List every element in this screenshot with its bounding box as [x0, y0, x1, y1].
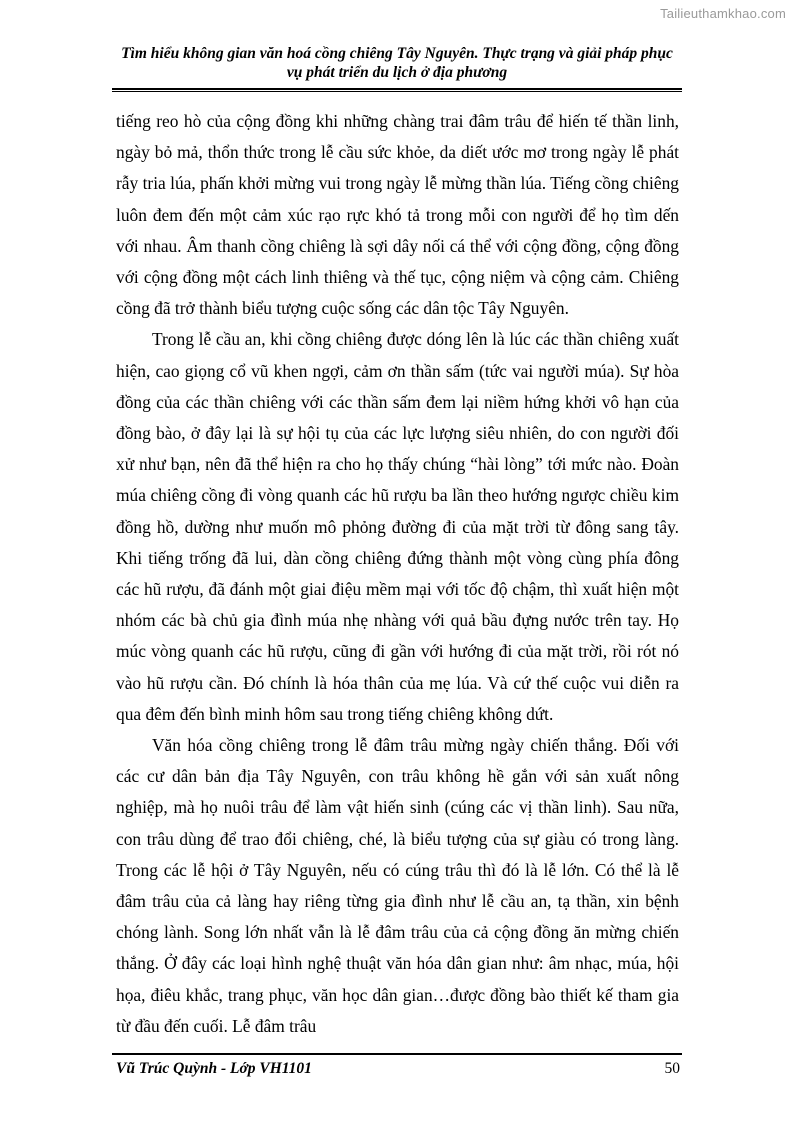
paragraph-dam-trau: Văn hóa cồng chiêng trong lễ đâm trâu mừng ngày chiến thắng. Đối với các cư dân bản địa Tây Nguyên, con trâu không hề gắn với sản xuất nông nghiệp, mà họ nuôi trâu để làm vật hiến sinh (cúng các vị thần linh). Sau nữa, con trâu dùng để trao đổi chiêng, ché, là biểu tượng của sự giàu có trong làng. Trong các lễ hội ở Tây Nguyên, nếu có cúng trâu thì đó là lễ lớn. Có thể là lễ đâm trâu của cả làng hay riêng từng gia đình như lễ cầu an, tạ thần, xin bệnh chóng lành. Song lớn nhất vẫn là lễ đâm trâu của cả cộng đồng ăn mừng chiến thắng. Ở đây các loại hình nghệ thuật văn hóa dân gian như: âm nhạc, múa, hội họa, điêu khắc, trang phục, văn học dân gian…được đồng bào thiết kế tham gia từ đầu đến cuối. Lễ đâm trâu	[116, 735, 679, 1036]
watermark-text: Tailieuthamkhao.com	[660, 6, 786, 21]
header-divider-thin	[112, 91, 682, 92]
document-body	[116, 106, 679, 1042]
paragraph-cau-an: Trong lễ cầu an, khi cồng chiêng được dóng lên là lúc các thần chiêng xuất hiện, cao giọng cổ vũ khen ngợi, cảm ơn thần sấm (tức vai người múa). Sự hòa đồng của các thần chiêng với các thần sấm đem lại niềm hứng khởi vô hạn của đồng bào, ở đây lại là sự hội tụ của các lực lượng siêu nhiên, do con người đối xử như bạn, nên đã thể hiện ra cho họ thấy chúng “hài lòng” tới mức nào. Đoàn múa chiêng cồng đi vòng quanh các hũ rượu ba lần theo hướng ngược chiều kim đồng hồ, dường như muốn mô phỏng đường đi của mặt trời từ đông sang tây. Khi tiếng trống đã lui, dàn cồng chiêng đứng thành một vòng cùng phía đông các hũ rượu, đã đánh một giai điệu mềm mại với tốc độ chậm, thì xuất hiện một nhóm các bà chủ gia đình múa nhẹ nhàng với quả bầu đựng nước trên tay. Họ múc vòng quanh các hũ rượu, cũng đi gần với hướng đi của mặt trời, rồi rót nó vào hũ rượu cần. Đó chính là hóa thân của mẹ lúa. Và cứ thế cuộc vui diễn ra qua đêm đến bình minh hôm sau trong tiếng chiêng không dứt.	[116, 329, 679, 724]
paragraph-continuation: tiếng reo hò của cộng đồng khi những chàng trai đâm trâu để hiến tế thần linh, ngày bỏ mả, thổn thức trong lễ cầu sức khỏe, da diết ước mơ trong ngày lễ phát rẫy tria lúa, phấn khởi mừng vui trong ngày lễ mừng thần lúa. Tiếng cồng chiêng luôn đem đến một cảm xúc rạo rực khó tả trong mỗi con người để họ tìm dến với nhau. Âm thanh cồng chiêng là sợi dây nối cá thể với cộng đồng, cộng đồng với cộng đồng một cách linh thiêng và thế tục, cộng niệm và cộng cảm. Chiêng cồng đã trở thành biểu tượng cuộc sống các dân tộc Tây Nguyên.	[116, 111, 679, 319]
header-divider	[112, 88, 682, 90]
footer-divider	[112, 1053, 682, 1055]
page-header-title: Tìm hiểu không gian văn hoá cồng chiêng Tây Nguyên. Thực trạng và giải pháp phục vụ phát triển du lịch ở địa phương	[121, 45, 673, 81]
page-number: 50	[664, 1060, 680, 1077]
footer-author: Vũ Trúc Quỳnh - Lớp VH1101	[116, 1060, 312, 1077]
